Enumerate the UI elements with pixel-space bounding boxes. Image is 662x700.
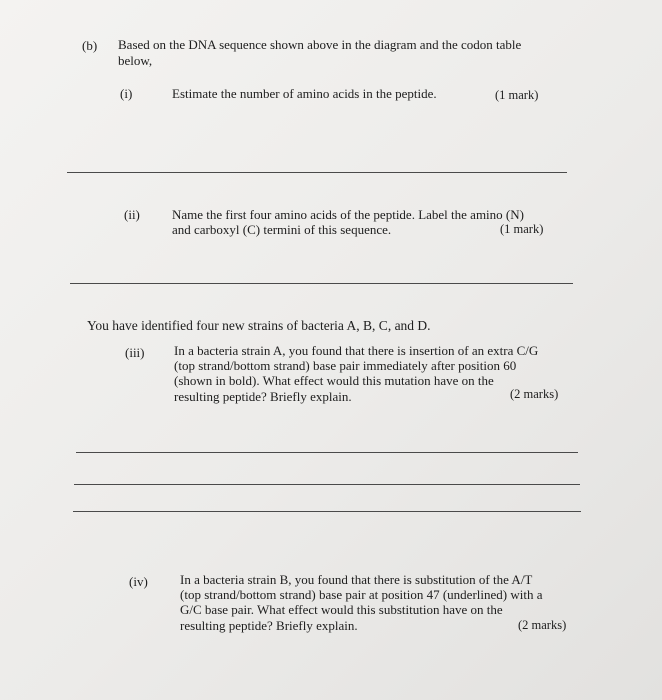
question-iv-line2: (top strand/bottom strand) base pair at position 47 (underlined) with a [180,587,543,602]
part-b-intro-line2: below, [118,53,153,68]
answer-line-i[interactable] [67,172,567,173]
part-b-label: (b) [82,38,98,53]
question-iii-line4: resulting peptide? Briefly explain. [174,389,352,404]
answer-line-iii-3[interactable] [73,511,581,512]
question-iii-line2: (top strand/bottom strand) base pair immediately after position 60 [174,358,517,373]
question-ii-label: (ii) [124,207,140,222]
part-b-intro-line1: Based on the DNA sequence shown above in the diagram and the codon table [118,37,522,52]
question-ii-line1: Name the first four amino acids of the peptide. Label the amino (N) [172,207,524,222]
question-i-text: Estimate the number of amino acids in the peptide. [172,86,437,101]
question-iii-line3: (shown in bold). What effect would this mutation have on the [174,373,494,388]
question-iv-line4: resulting peptide? Briefly explain. [180,618,358,633]
question-i-label: (i) [120,86,133,101]
answer-line-iii-1[interactable] [76,452,578,453]
question-iii-label: (iii) [125,345,145,360]
answer-line-iii-2[interactable] [74,484,580,485]
question-iv-marks: (2 marks) [518,618,567,632]
question-iv-line3: G/C base pair. What effect would this substitution have on the [180,602,503,617]
question-ii-line2: and carboxyl (C) termini of this sequence. [172,222,392,237]
question-iii-line1: In a bacteria strain A, you found that there is insertion of an extra C/G [174,343,539,358]
question-iv-label: (iv) [129,574,148,589]
answer-line-ii[interactable] [70,283,573,284]
question-i-marks: (1 mark) [495,88,539,102]
question-ii-marks: (1 mark) [500,222,544,236]
question-iv-line1: In a bacteria strain B, you found that there is substitution of the A/T [180,572,533,587]
question-iii-marks: (2 marks) [510,387,559,401]
strains-intro: You have identified four new strains of bacteria A, B, C, and D. [87,318,431,333]
